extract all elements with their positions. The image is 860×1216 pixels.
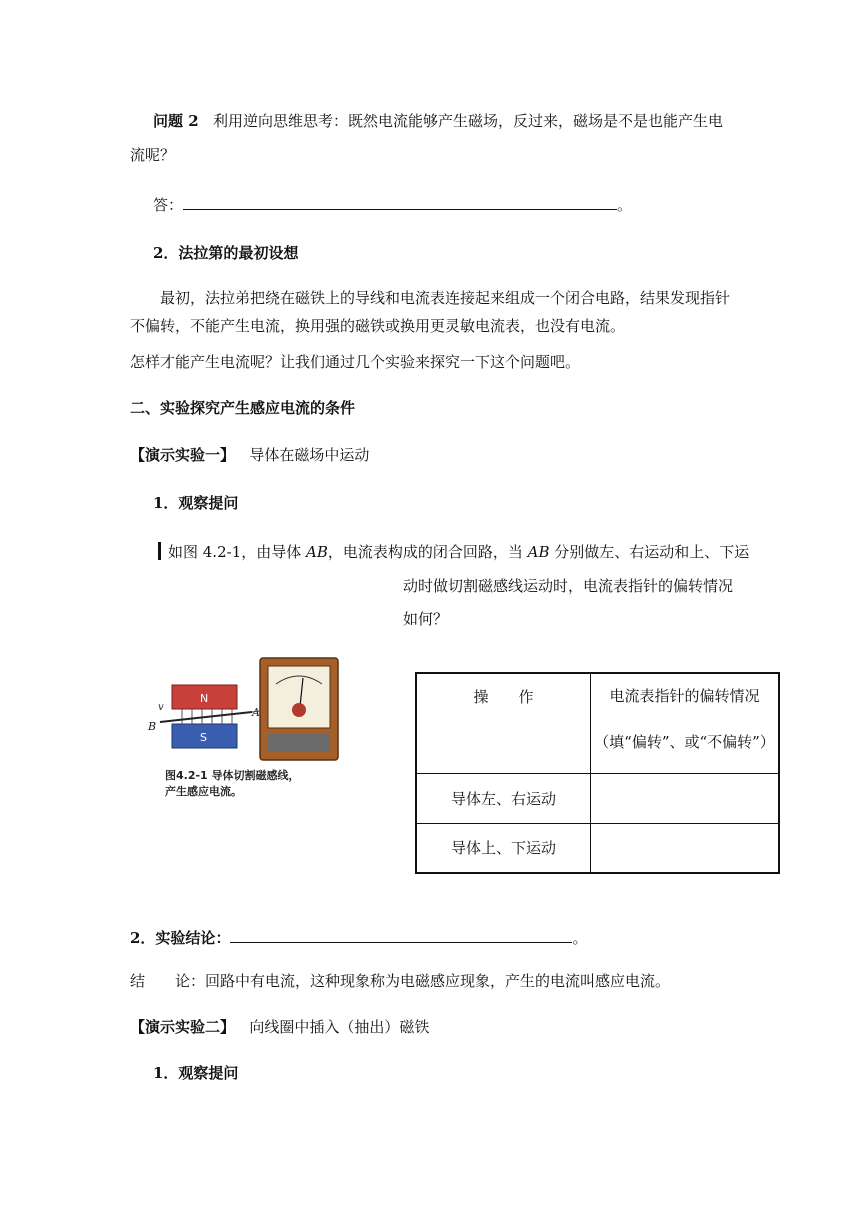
question-text-a: 如图 4.2-1，由导体 xyxy=(168,543,307,561)
answer-label: 答： xyxy=(153,196,184,214)
table-cell-result[interactable] xyxy=(591,773,780,823)
section-2-paragraph-2: 怎样才能产生电流呢？让我们通过几个实验来探究一下这个问题吧。 xyxy=(130,353,581,371)
answer-end: 。 xyxy=(617,196,633,214)
observation-table xyxy=(415,672,780,874)
table-header-result-line1: 电流表指针的偏转情况 xyxy=(609,687,760,705)
conductor-ab xyxy=(160,712,252,722)
question-2-label: 问题 2 xyxy=(153,112,199,130)
experiment-1-question-line1 xyxy=(168,542,749,562)
final-conclusion-text: 回路中有电流，这种现象称为电磁感应现象，产生的电流叫感应电流。 xyxy=(205,972,671,990)
experiment-2-title: 向线圈中插入（抽出）磁铁 xyxy=(249,1018,430,1036)
question-2-line2: 流呢？ xyxy=(130,146,176,164)
question-text-b: ，电流表构成的闭合回路，当 xyxy=(327,543,528,561)
magnet-south-label: S xyxy=(200,731,207,744)
table-row xyxy=(416,773,779,823)
label-b: B xyxy=(148,720,157,733)
figure-illustration xyxy=(140,650,360,770)
experiment-1-title-line xyxy=(130,445,369,465)
table-header-result xyxy=(591,673,780,773)
experiment-2-observation-heading: 1．观察提问 xyxy=(153,1064,239,1082)
figure-caption-line1: 图4.2-1 导体切割磁感线， xyxy=(165,769,300,782)
magnet-north-label: N xyxy=(200,692,209,705)
figure-caption-line2: 产生感应电流。 xyxy=(165,785,242,798)
text-cursor xyxy=(158,542,161,560)
section-2-paragraph-line1: 最初，法拉弟把绕在磁铁上的导线和电流表连接起来组成一个闭合电路，结果发现指针 xyxy=(160,289,731,307)
experiment-1-tag: 【演示实验一】 xyxy=(130,446,236,464)
experiment-2-title-line xyxy=(130,1017,429,1037)
table-row xyxy=(416,823,779,873)
figure-caption xyxy=(165,768,300,800)
table-cell-result[interactable] xyxy=(591,823,780,873)
table-header-row xyxy=(416,673,779,773)
table-header-operation: 操 作 xyxy=(416,673,591,773)
experiment-1-conclusion-line xyxy=(130,928,587,948)
question-2-line1 xyxy=(153,111,723,131)
answer-line xyxy=(153,195,632,215)
galvanometer-base xyxy=(268,734,330,752)
galvanometer-pivot xyxy=(292,703,306,717)
experiment-1-title: 导体在磁场中运动 xyxy=(249,446,370,464)
galvanometer-dial xyxy=(268,666,330,728)
label-v: v xyxy=(158,702,164,713)
conclusion-label: 2．实验结论： xyxy=(130,929,231,947)
question-text-c: 分别做左、右运动和上、下运 xyxy=(549,543,750,561)
table-cell-operation: 导体左、右运动 xyxy=(416,773,591,823)
question-ab-1: AB xyxy=(306,543,328,561)
experiment-1-question-line2: 动时做切割磁感线运动时，电流表指针的偏转情况 xyxy=(403,577,734,595)
question-ab-2: AB xyxy=(527,543,550,561)
answer-blank[interactable] xyxy=(183,195,617,210)
final-conclusion-line xyxy=(130,971,670,991)
experiment-1-observation-heading: 1．观察提问 xyxy=(153,494,239,512)
conclusion-blank[interactable] xyxy=(230,928,572,943)
experiment-2-tag: 【演示实验二】 xyxy=(130,1018,236,1036)
label-a: A xyxy=(252,706,260,719)
table-cell-operation: 导体上、下运动 xyxy=(416,823,591,873)
part-2-heading: 二、实验探究产生感应电流的条件 xyxy=(130,399,356,417)
section-2-paragraph-line2: 不偏转，不能产生电流，换用强的磁铁或换用更灵敏电流表，也没有电流。 xyxy=(130,317,626,335)
section-2-heading: 2．法拉第的最初设想 xyxy=(153,244,299,262)
question-2-text: 利用逆向思维思考：既然电流能够产生磁场，反过来，磁场是不是也能产生电 xyxy=(212,112,723,130)
table-header-result-line2: （填“偏转”、或“不偏转”） xyxy=(594,733,775,751)
experiment-1-question-line3: 如何？ xyxy=(403,610,449,628)
final-conclusion-label: 结 论： xyxy=(130,972,206,990)
conclusion-end: 。 xyxy=(572,929,588,947)
